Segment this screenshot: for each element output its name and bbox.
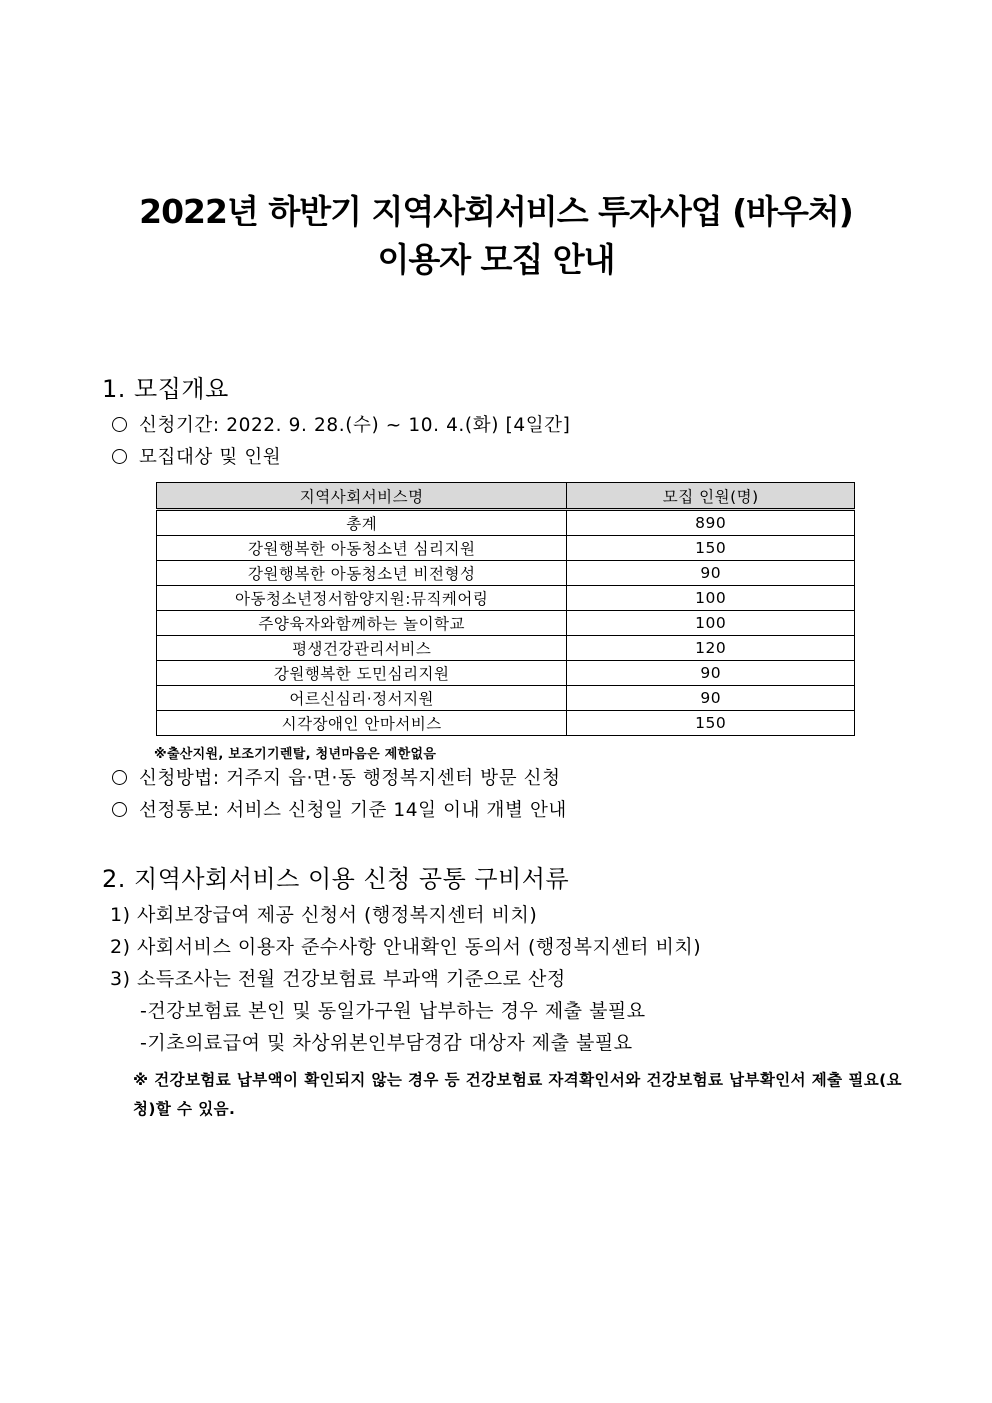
recruit-count-cell: 120 xyxy=(567,636,855,661)
service-name-cell: 총계 xyxy=(157,510,567,536)
section-1-heading: 1. 모집개요 xyxy=(102,375,229,403)
document-sub-item: -건강보험료 본인 및 동일가구원 납부하는 경우 제출 불필요 xyxy=(140,1000,646,1022)
circle-bullet-icon xyxy=(112,770,127,785)
header-recruit-count: 모집 인원(명) xyxy=(567,483,855,510)
circle-bullet-icon xyxy=(112,449,127,464)
recruit-count-cell: 90 xyxy=(567,561,855,586)
document-sub-item: -기초의료급여 및 차상위본인부담경감 대상자 제출 불필요 xyxy=(140,1032,633,1054)
service-name-cell: 강원행복한 도민심리지원 xyxy=(157,661,567,686)
header-service-name: 지역사회서비스명 xyxy=(157,483,567,510)
recruit-count-cell: 90 xyxy=(567,686,855,711)
section-2-heading: 2. 지역사회서비스 이용 신청 공통 구비서류 xyxy=(102,865,570,893)
recruit-count-cell: 100 xyxy=(567,586,855,611)
table-row xyxy=(157,586,855,611)
table-row xyxy=(157,536,855,561)
circle-bullet-icon xyxy=(112,802,127,817)
service-name-cell: 어르신심리·정서지원 xyxy=(157,686,567,711)
table-row xyxy=(157,686,855,711)
table-footnote: ※출산지원, 보조기기렌탈, 청년마음은 제한없음 xyxy=(154,747,437,762)
title-line-2: 이용자 모집 안내 xyxy=(377,240,615,279)
recruit-count-cell: 890 xyxy=(567,510,855,536)
recruit-count-cell: 90 xyxy=(567,661,855,686)
target-text: 모집대상 및 인원 xyxy=(139,447,282,468)
method-text: 신청방법: 거주지 읍·면·동 행정복지센터 방문 신청 xyxy=(139,768,561,789)
method-item xyxy=(112,766,561,792)
document-list-item: 3) 소득조사는 전월 건강보험료 부과액 기준으로 산정 xyxy=(110,968,566,990)
document-list-item: 1) 사회보장급여 제공 신청서 (행정복지센터 비치) xyxy=(110,904,538,926)
notice-item xyxy=(112,798,567,824)
service-name-cell: 강원행복한 아동청소년 심리지원 xyxy=(157,536,567,561)
service-name-cell: 평생건강관리서비스 xyxy=(157,636,567,661)
service-name-cell: 아동청소년정서함양지원:뮤직케어링 xyxy=(157,586,567,611)
table-row xyxy=(157,661,855,686)
table-row xyxy=(157,611,855,636)
table-row xyxy=(157,561,855,586)
period-item xyxy=(112,413,570,439)
insurance-note: ※ 건강보험료 납부액이 확인되지 않는 경우 등 건강보험료 자격확인서와 건강보험료 납부확인서 제출 필요(요청)할 수 있음. xyxy=(133,1071,902,1118)
service-name-cell: 강원행복한 아동청소년 비전형성 xyxy=(157,561,567,586)
recruitment-table xyxy=(156,482,855,736)
table-row xyxy=(157,510,855,536)
service-name-cell: 시각장애인 안마서비스 xyxy=(157,711,567,736)
period-text: 신청기간: 2022. 9. 28.(수) ~ 10. 4.(화) [4일간] xyxy=(139,415,571,436)
recruit-count-cell: 150 xyxy=(567,536,855,561)
document-list-item: 2) 사회서비스 이용자 준수사항 안내확인 동의서 (행정복지센터 비치) xyxy=(110,936,702,958)
table-row xyxy=(157,636,855,661)
recruit-count-cell: 100 xyxy=(567,611,855,636)
table-row xyxy=(157,711,855,736)
service-name-cell: 주양육자와함께하는 놀이학교 xyxy=(157,611,567,636)
circle-bullet-icon xyxy=(112,417,127,432)
title-line-1: 2022년 하반기 지역사회서비스 투자사업 (바우처) xyxy=(139,192,853,231)
recruit-count-cell: 150 xyxy=(567,711,855,736)
notice-text: 선정통보: 서비스 신청일 기준 14일 이내 개별 안내 xyxy=(139,800,567,821)
table-header-row xyxy=(157,483,855,510)
document-title xyxy=(0,188,992,284)
target-item xyxy=(112,445,281,471)
